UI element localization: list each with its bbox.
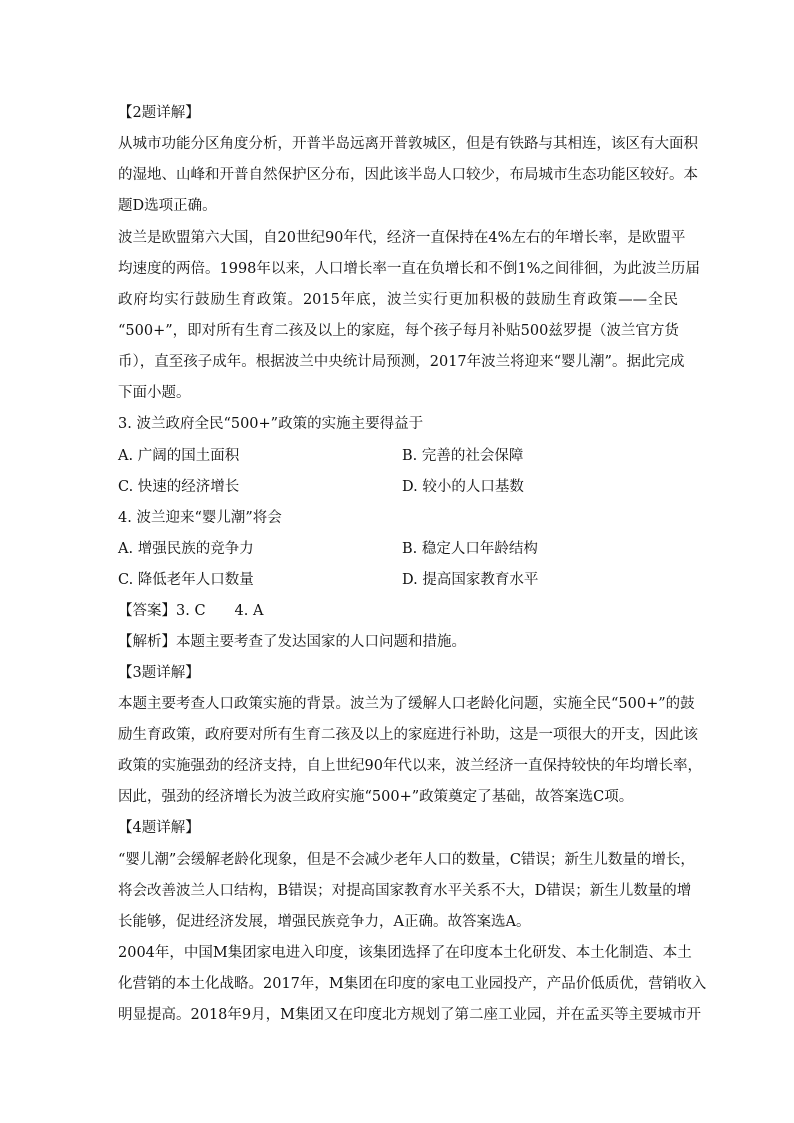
passage-line: 下面小题。 bbox=[118, 385, 191, 401]
q4-option-b: B. 稳定人口年龄结构 bbox=[402, 541, 538, 557]
answer-line: 【答案】3. C 4. A bbox=[118, 603, 264, 619]
section2-line: 的湿地、山峰和开普自然保护区分布，因此该半岛人口较少，布局城市生态功能区较好。本 bbox=[118, 167, 698, 183]
q4-option-d: D. 提高国家教育水平 bbox=[402, 572, 539, 588]
section2-line: 题D选项正确。 bbox=[118, 198, 217, 214]
tail-line: 2004年，中国M集团家电进入印度，该集团选择了在印度本土化研发、本土化制造、本土 bbox=[118, 945, 692, 961]
q4-option-c: C. 降低老年人口数量 bbox=[118, 572, 254, 588]
section4-line: 将会改善波兰人口结构，B错误；对提高国家教育水平关系不大，D错误；新生儿数量的增 bbox=[118, 883, 692, 899]
section4-line: “婴儿潮”会缓解老龄化现象，但是不会减少老年人口的数量，C错误；新生儿数量的增长， bbox=[118, 852, 695, 868]
passage-line: 政府均实行鼓励生育政策。2015年底，波兰实行更加积极的鼓励生育政策——全民 bbox=[118, 292, 678, 308]
q3-option-a: A. 广阔的国土面积 bbox=[118, 448, 240, 464]
section3-line: 励生育政策，政府要对所有生育二孩及以上的家庭进行补助，这是一项很大的开支，因此该 bbox=[118, 727, 698, 743]
section2-line: 从城市功能分区角度分析，开普半岛远离开普敦城区，但是有铁路与其相连，该区有大面积 bbox=[118, 136, 698, 152]
passage-line: 币），直至孩子成年。根据波兰中央统计局预测，2017年波兰将迎来“婴儿潮”。据此完成 bbox=[118, 354, 685, 370]
analysis-line: 【解析】本题主要考查了发达国家的人口问题和措施。 bbox=[118, 634, 466, 650]
tail-line: 明显提高。2018年9月，M集团又在印度北方规划了第二座工业园，并在孟买等主要城市开 bbox=[118, 1007, 701, 1023]
section4-heading: 【4题详解】 bbox=[118, 820, 200, 836]
section3-line: 本题主要考查人口政策实施的背景。波兰为了缓解人口老龄化问题，实施全民“500+”的鼓 bbox=[118, 696, 695, 712]
section4-line: 长能够，促进经济发展，增强民族竞争力，A正确。故答案选A。 bbox=[118, 914, 531, 930]
section2-heading: 【2题详解】 bbox=[118, 105, 200, 121]
q3-stem: 3. 波兰政府全民“500+”政策的实施主要得益于 bbox=[118, 416, 424, 432]
q3-option-b: B. 完善的社会保障 bbox=[402, 448, 524, 464]
q4-stem: 4. 波兰迎来“婴儿潮”将会 bbox=[118, 510, 282, 526]
section3-line: 因此，强劲的经济增长为波兰政府实施“500+”政策奠定了基础，故答案选C项。 bbox=[118, 789, 634, 805]
tail-line: 化营销的本土化战略。2017年，M集团在印度的家电工业园投产，产品价低质优，营销收入 bbox=[118, 976, 707, 992]
q4-option-a: A. 增强民族的竞争力 bbox=[118, 541, 254, 557]
section3-heading: 【3题详解】 bbox=[118, 665, 200, 681]
q3-option-d: D. 较小的人口基数 bbox=[402, 479, 524, 495]
passage-line: “500+”，即对所有生育二孩及以上的家庭，每个孩子每月补贴500兹罗提（波兰官方货 bbox=[118, 323, 679, 339]
passage-line: 均速度的两倍。1998年以来，人口增长率一直在负增长和不倒1%之间徘徊，为此波兰历届 bbox=[118, 261, 700, 277]
q3-option-c: C. 快速的经济增长 bbox=[118, 479, 240, 495]
section3-line: 政策的实施强劲的经济支持，自上世纪90年代以来，波兰经济一直保持较快的年均增长率， bbox=[118, 758, 702, 774]
passage-line: 波兰是欧盟第六大国，自20世纪90年代，经济一直保持在4%左右的年增长率，是欧盟平 bbox=[118, 230, 686, 246]
